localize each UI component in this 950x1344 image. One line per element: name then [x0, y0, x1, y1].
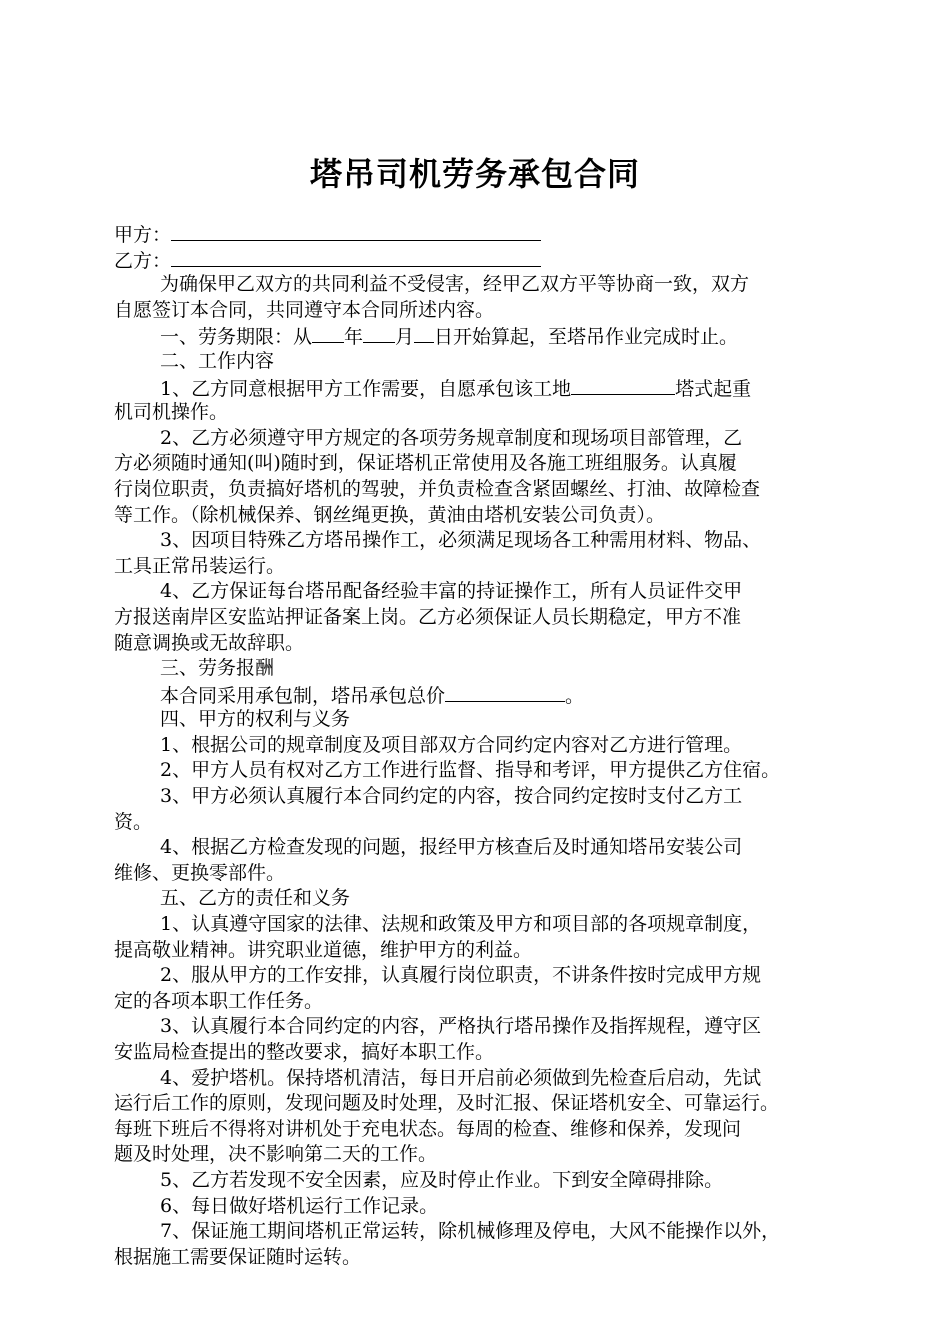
clause-2-2-line-2: 方必须随时通知(叫)随时到，保证塔机正常使用及各施工班组服务。认真履 [114, 452, 737, 475]
clause-4-3-line-1: 3、甲方必须认真履行本合同约定的内容，按合同约定按时支付乙方工 [160, 785, 743, 808]
term-year-blank [312, 323, 344, 343]
clause-4-1: 1、根据公司的规章制度及项目部双方合同约定内容对乙方进行管理。 [160, 733, 743, 756]
clause-5-1-line-1: 1、认真遵守国家的法律、法规和政策及甲方和项目部的各项规章制度， [160, 913, 762, 936]
clause-5-5: 5、乙方若发现不安全因素，应及时停止作业。下到安全障碍排除。 [160, 1168, 724, 1191]
term-text-3: 月 [395, 326, 415, 349]
clause-5-2-line-1: 2、服从甲方的工作安排，认真履行岗位职责，不讲条件按时完成甲方规 [160, 964, 762, 987]
clause-2-3-line-2: 工具正常吊装运行。 [114, 554, 286, 577]
preamble-line-2: 自愿签订本合同，共同遵守本合同所述内容。 [114, 298, 495, 321]
clause-5-4-line-3: 每班下班后不得将对讲机处于充电状态。每周的检查、维修和保养，发现问 [114, 1117, 742, 1140]
clause-3-1-text-b: 。 [565, 684, 585, 707]
clause-2-1-line-1 [114, 375, 839, 401]
clause-5-2-line-2: 定的各项本职工作任务。 [114, 989, 324, 1012]
site-name-blank [571, 375, 675, 395]
term-month-blank [363, 323, 395, 343]
clause-4-4-line-2: 维修、更换零部件。 [114, 861, 286, 884]
section-3-heading: 三、劳务报酬 [160, 657, 275, 680]
clause-2-1-text-b: 塔式起重 [675, 377, 752, 400]
term-text-2: 年 [344, 326, 364, 349]
clause-5-7-line-1: 7、保证施工期间塔机正常运转，除机械修理及停电，大风不能操作以外， [160, 1220, 781, 1243]
clause-2-1-text-a: 1、乙方同意根据甲方工作需要，自愿承包该工地 [160, 377, 572, 400]
clause-2-2-line-1: 2、乙方必须遵守甲方规定的各项劳务规章制度和现场项目部管理，乙 [160, 426, 743, 449]
clause-3-1 [114, 682, 839, 708]
term-text-4: 日开始算起，至塔吊作业完成时止。 [434, 326, 739, 349]
clause-5-7-line-2: 根据施工需要保证随时运转。 [114, 1245, 362, 1268]
clause-5-6: 6、每日做好塔机运行工作记录。 [160, 1194, 439, 1217]
section-4-heading: 四、甲方的权利与义务 [160, 708, 351, 731]
clause-3-1-text-a: 本合同采用承包制，塔吊承包总价 [160, 684, 446, 707]
clause-4-4-line-1: 4、根据乙方检查发现的问题，报经甲方核查后及时通知塔吊安装公司 [160, 836, 743, 859]
section-2-heading: 二、工作内容 [160, 349, 275, 372]
document-title: 塔吊司机劳务承包合同 [309, 155, 640, 193]
party-b-blank [171, 247, 541, 267]
party-b-label: 乙方： [114, 249, 172, 272]
clause-2-1-line-2: 机司机操作。 [114, 401, 229, 424]
clause-2-4-line-2: 方报送南岸区安监站押证备案上岗。乙方必须保证人员长期稳定，甲方不准 [114, 605, 742, 628]
section-5-heading: 五、乙方的责任和义务 [160, 887, 351, 910]
clause-5-4-line-4: 题及时处理，决不影响第二天的工作。 [114, 1143, 438, 1166]
clause-2-4-line-1: 4、乙方保证每台塔吊配备经验丰富的持证操作工，所有人员证件交甲 [160, 580, 743, 603]
clause-5-4-line-1: 4、爱护塔机。保持塔机清洁，每日开启前必须做到先检查后启动，先试 [160, 1066, 762, 1089]
term-text-1: 一、劳务期限：从 [160, 326, 313, 349]
term-day-blank [414, 323, 434, 343]
clause-2-2-line-4: 等工作。（除机械保养、钢丝绳更换，黄油由塔机安装公司负责）。 [114, 503, 666, 526]
party-a-line [114, 221, 839, 247]
contract-body [114, 221, 839, 1270]
clause-5-4-line-2: 运行后工作的原则，发现问题及时处理，及时汇报、保证塔机安全、可靠运行。 [114, 1092, 780, 1115]
party-a-blank [171, 221, 541, 241]
party-b-line [114, 247, 839, 273]
clause-2-4-line-3: 随意调换或无故辞职。 [114, 631, 305, 654]
clause-4-3-line-2: 资。 [114, 810, 153, 833]
clause-4-2: 2、甲方人员有权对乙方工作进行监督、指导和考评，甲方提供乙方住宿。 [160, 759, 781, 782]
section-1-term [114, 323, 839, 349]
clause-5-3-line-1: 3、认真履行本合同约定的内容，严格执行塔吊操作及指挥规程，遵守区 [160, 1015, 762, 1038]
clause-2-3-line-1: 3、因项目特殊乙方塔吊操作工，必须满足现场各工种需用材料、物品、 [160, 529, 762, 552]
party-a-label: 甲方： [114, 224, 172, 246]
total-price-blank [445, 682, 565, 702]
clause-5-3-line-2: 安监局检查提出的整改要求，搞好本职工作。 [114, 1041, 495, 1063]
clause-5-1-line-2: 提高敬业精神。讲究职业道德，维护甲方的利益。 [114, 938, 533, 961]
clause-2-2-line-3: 行岗位职责，负责搞好塔机的驾驶，并负责检查含紧固螺丝、打油、故障检查 [114, 477, 761, 500]
preamble-line-1: 为确保甲乙双方的共同利益不受侵害，经甲乙双方平等协商一致，双方 [160, 273, 750, 296]
